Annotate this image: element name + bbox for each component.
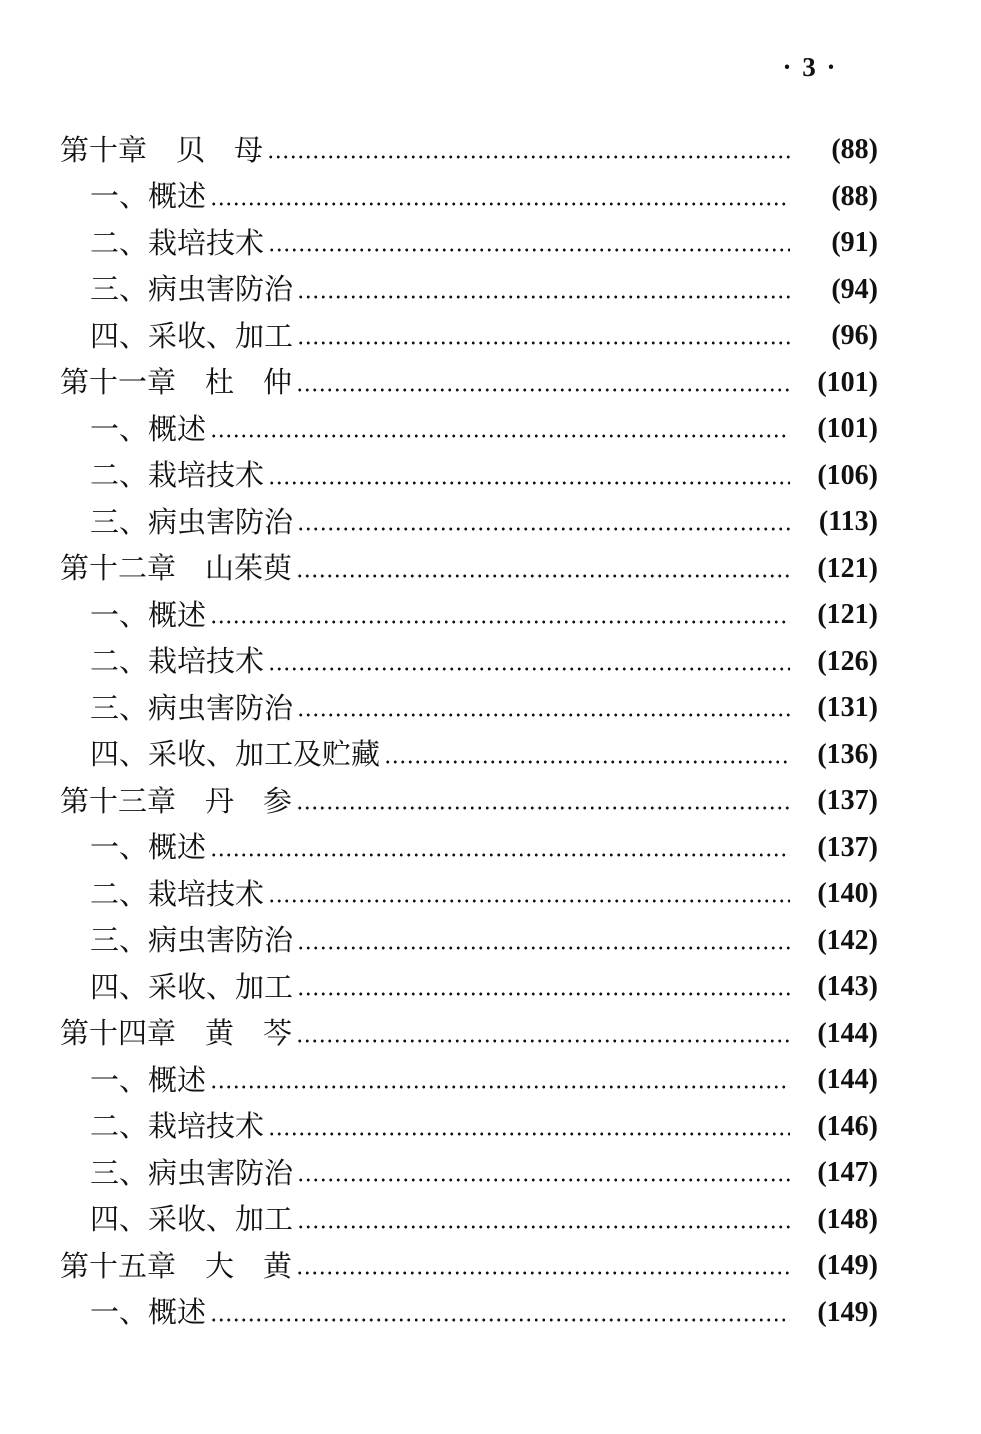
section-title: 一、概述: [90, 597, 207, 632]
page-reference: (142): [817, 924, 878, 956]
dot-leader: [210, 619, 790, 625]
toc-section-row[interactable]: [0, 871, 981, 918]
section-title: 二、栽培技术: [90, 225, 265, 260]
page-reference: (106): [817, 459, 878, 491]
page-reference: (121): [817, 552, 878, 584]
toc-section-row[interactable]: [0, 918, 981, 965]
section-title: 四、采收、加工及贮藏: [90, 737, 381, 772]
page-reference: (121): [817, 599, 878, 631]
dot-leader: [210, 852, 790, 858]
page-reference: (149): [817, 1296, 878, 1328]
section-title: 三、病虫害防治: [90, 1155, 294, 1190]
page-reference: (126): [817, 645, 878, 677]
section-title: 二、栽培技术: [90, 876, 265, 911]
dot-leader: [296, 1270, 790, 1276]
chapter-title: 第十二章 山茱萸: [60, 551, 293, 586]
dot-leader: [297, 712, 790, 718]
chapter-title: 第十五章 大 黄: [60, 1248, 293, 1283]
page-number: · 3 ·: [782, 52, 838, 82]
dot-leader: [210, 1317, 790, 1323]
section-title: 三、病虫害防治: [90, 504, 294, 539]
section-title: 二、栽培技术: [90, 458, 265, 493]
chapter-title: 第十一章 杜 仲: [60, 365, 293, 400]
dot-leader: [297, 945, 790, 951]
section-title: 三、病虫害防治: [90, 923, 294, 958]
dot-leader: [296, 1038, 790, 1044]
page-reference: (101): [817, 413, 878, 445]
toc-section-row[interactable]: [0, 732, 981, 779]
dot-leader: [268, 1131, 790, 1137]
page-reference: (96): [831, 320, 878, 352]
section-title: 一、概述: [90, 1062, 207, 1097]
toc-section-row[interactable]: [0, 639, 981, 686]
toc-section-row[interactable]: [0, 267, 981, 314]
table-of-contents: [0, 127, 981, 1336]
page-reference: (94): [831, 273, 878, 305]
toc-section-row[interactable]: [0, 313, 981, 360]
dot-leader: [296, 573, 790, 579]
dot-leader: [268, 898, 790, 904]
dot-leader: [297, 340, 790, 346]
page-reference: (140): [817, 878, 878, 910]
toc-section-row[interactable]: [0, 1197, 981, 1244]
chapter-title: 第十章 贝 母: [60, 132, 264, 167]
dot-leader: [384, 759, 790, 765]
dot-leader: [296, 387, 790, 393]
toc-chapter-row[interactable]: [0, 127, 981, 174]
section-title: 二、栽培技术: [90, 644, 265, 679]
toc-section-row[interactable]: [0, 174, 981, 221]
toc-chapter-row[interactable]: [0, 778, 981, 825]
dot-leader: [268, 480, 790, 486]
dot-leader: [297, 991, 790, 997]
section-title: 一、概述: [90, 1295, 207, 1330]
section-title: 一、概述: [90, 830, 207, 865]
toc-section-row[interactable]: [0, 685, 981, 732]
toc-chapter-row[interactable]: [0, 1243, 981, 1290]
dot-leader: [297, 1224, 790, 1230]
dot-leader: [297, 294, 790, 300]
section-title: 一、概述: [90, 411, 207, 446]
page-reference: (88): [831, 180, 878, 212]
dot-leader: [210, 1084, 790, 1090]
toc-section-row[interactable]: [0, 825, 981, 872]
toc-section-row[interactable]: [0, 964, 981, 1011]
toc-section-row[interactable]: [0, 453, 981, 500]
page-reference: (136): [817, 738, 878, 770]
dot-leader: [210, 201, 790, 207]
chapter-title: 第十四章 黄 芩: [60, 1016, 293, 1051]
toc-chapter-row[interactable]: [0, 360, 981, 407]
dot-leader: [267, 154, 790, 160]
toc-section-row[interactable]: [0, 406, 981, 453]
page-reference: (137): [817, 785, 878, 817]
dot-leader: [268, 247, 790, 253]
toc-chapter-row[interactable]: [0, 546, 981, 593]
section-title: 三、病虫害防治: [90, 690, 294, 725]
section-title: 三、病虫害防治: [90, 272, 294, 307]
dot-leader: [268, 666, 790, 672]
page-reference: (137): [817, 831, 878, 863]
dot-leader: [210, 433, 790, 439]
page-reference: (101): [817, 366, 878, 398]
section-title: 四、采收、加工: [90, 1202, 294, 1237]
page-reference: (148): [817, 1203, 878, 1235]
page-reference: (143): [817, 971, 878, 1003]
dot-leader: [297, 526, 790, 532]
toc-chapter-row[interactable]: [0, 1011, 981, 1058]
section-title: 四、采收、加工: [90, 969, 294, 1004]
chapter-title: 第十三章 丹 参: [60, 783, 293, 818]
toc-section-row[interactable]: [0, 1290, 981, 1337]
page-reference: (91): [831, 227, 878, 259]
section-title: 一、概述: [90, 179, 207, 214]
toc-section-row[interactable]: [0, 1150, 981, 1197]
page-reference: (88): [831, 134, 878, 166]
toc-section-row[interactable]: [0, 499, 981, 546]
dot-leader: [296, 805, 790, 811]
page-reference: (113): [818, 506, 878, 538]
page-reference: (131): [817, 692, 878, 724]
section-title: 二、栽培技术: [90, 1109, 265, 1144]
page-reference: (147): [817, 1157, 878, 1189]
toc-section-row[interactable]: [0, 1104, 981, 1151]
page-reference: (144): [817, 1017, 878, 1049]
toc-section-row[interactable]: [0, 1057, 981, 1104]
page-reference: (144): [817, 1064, 878, 1096]
toc-section-row[interactable]: [0, 592, 981, 639]
toc-section-row[interactable]: [0, 220, 981, 267]
section-title: 四、采收、加工: [90, 318, 294, 353]
dot-leader: [297, 1177, 790, 1183]
page-reference: (149): [817, 1250, 878, 1282]
page-reference: (146): [817, 1110, 878, 1142]
